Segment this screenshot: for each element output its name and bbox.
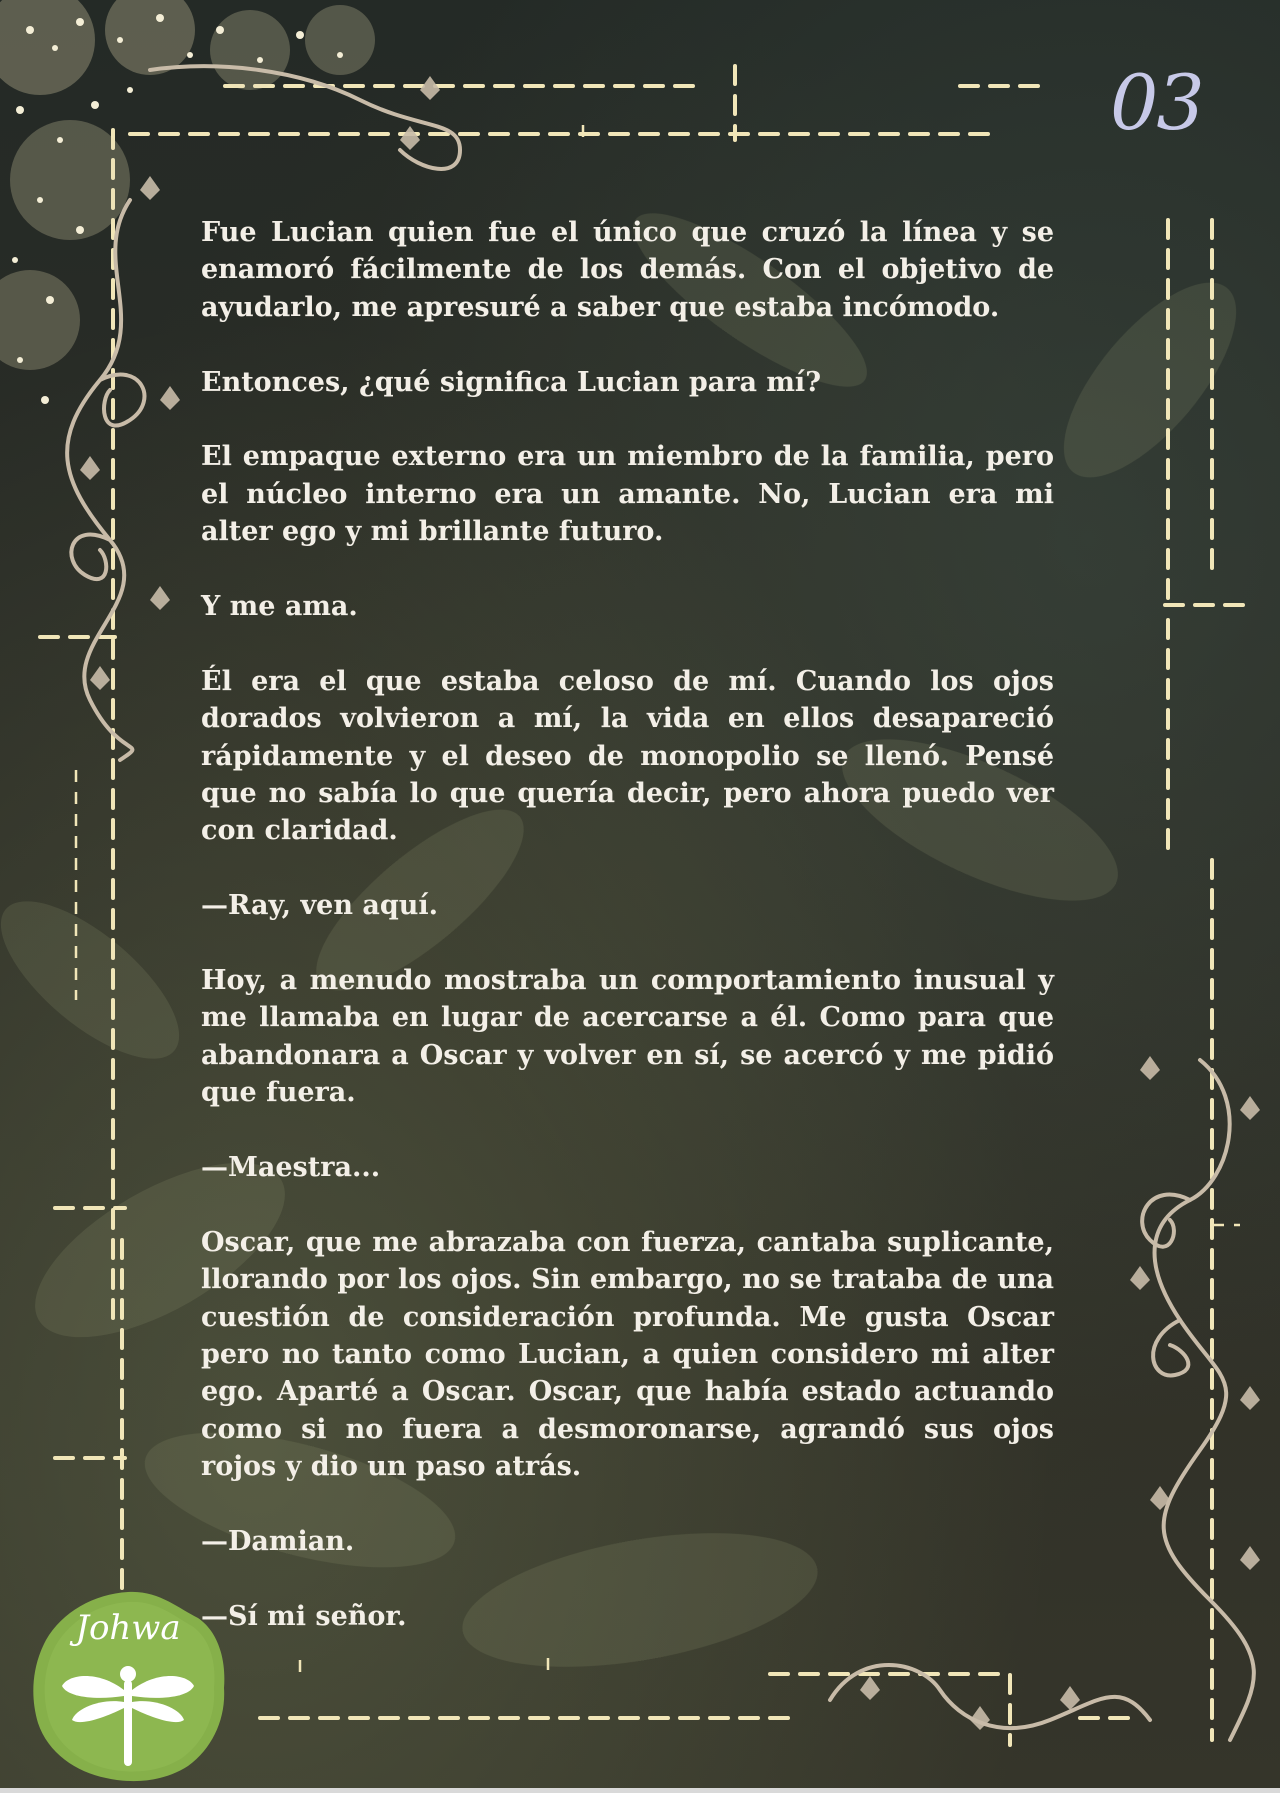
page-number: 03 <box>1110 58 1203 147</box>
paragraph: Hoy, a menudo mostraba un comportamiento inusual y me llamaba en lugar de acercarse a él. Como para que abandonara a Oscar y volver en sí, se acercó y me pidió que fuera. <box>201 965 1054 1109</box>
paragraph: El empaque externo era un miembro de la familia, pero el núcleo interno era un amante. No, Lucian era mi alter ego y mi brillante futuro. <box>201 441 1054 548</box>
paragraph: Él era el que estaba celoso de mí. Cuando los ojos dorados volvieron a mí, la vida en ellos desapareció rápidamente y el deseo de monopolio se llenó. Pensé que no sabía lo que quería decir, pero ahora puedo ver con claridad. <box>201 665 1054 847</box>
bottom-edge <box>0 1788 1280 1793</box>
paragraph: Y me ama. <box>201 591 358 623</box>
dialogue-line: —Maestra... <box>201 1152 381 1184</box>
dialogue-line: —Sí mi señor. <box>201 1600 407 1632</box>
paragraph: Entonces, ¿qué significa Lucian para mí? <box>201 366 822 398</box>
story-text <box>201 214 1054 1635</box>
dialogue-line: —Ray, ven aquí. <box>201 890 439 922</box>
dialogue-line: —Damian. <box>201 1526 355 1558</box>
johwa-watermark <box>28 1588 228 1784</box>
badge-label: Johwa <box>75 1608 181 1648</box>
paragraph: Oscar, que me abrazaba con fuerza, cantaba suplicante, llorando por los ojos. Sin embargo, no se trataba de una cuestión de consideración profunda. Me gusta Oscar pero no tanto como Lucian, a quien considero mi alter ego. Aparté a Oscar. Oscar, que había estado actuando como si no fuera a desmoronarse, agrandó sus ojos rojos y dio un paso atrás. <box>201 1226 1054 1483</box>
paragraph: Fue Lucian quien fue el único que cruzó la línea y se enamoró fácilmente de los demás. Con el objetivo de ayudarlo, me apresuré a saber que estaba incómodo. <box>201 217 1054 323</box>
dragonfly-icon <box>58 1660 198 1770</box>
